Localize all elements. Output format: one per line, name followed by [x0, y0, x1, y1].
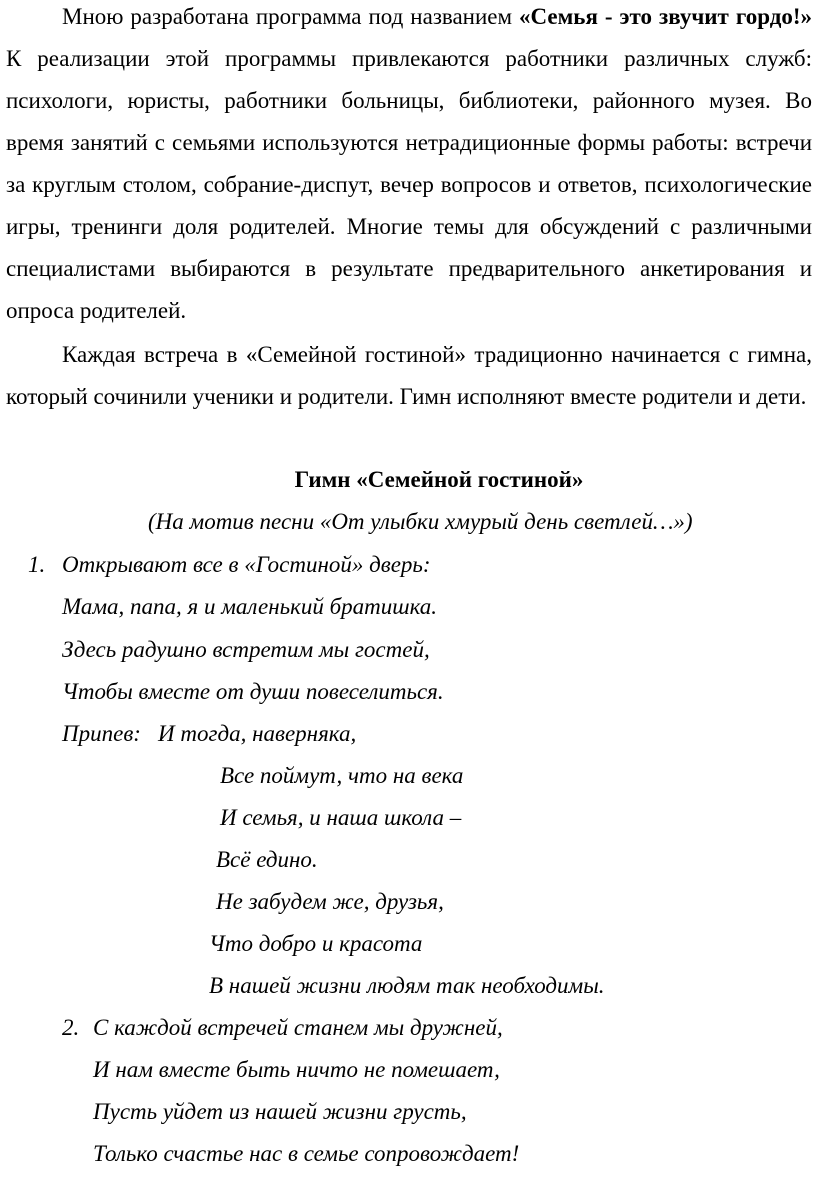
verse-2-number: 2. [62, 1015, 80, 1040]
chorus-line-2: Все поймут, что на века [220, 763, 464, 788]
hymn-title: Гимн «Семейной гостиной» [294, 467, 584, 492]
verse-2-line-2: И нам вместе быть ничто не помешает, [93, 1057, 500, 1082]
verse-2-line-4: Только счастье нас в семье сопровождает! [93, 1141, 520, 1166]
chorus-line-6: Что добро и красота [209, 931, 423, 956]
verse-2-line-1: С каждой встречей станем мы дружней, [93, 1015, 503, 1040]
chorus-line-7: В нашей жизни людям так необходимы. [209, 973, 605, 998]
verse-1-number: 1. [28, 552, 46, 577]
chorus-line-5: Не забудем же, друзья, [216, 889, 444, 914]
chorus-line-1: И тогда, наверняка, [158, 721, 357, 746]
chorus-line-4: Всё едино. [216, 847, 318, 872]
meeting-paragraph: Каждая встреча в «Семейной гостиной» традиционно начинается с гимна, который сочинили ученики и родители. Гимн исполняют вместе родители и дети. [6, 342, 812, 409]
intro-text-start: Мною разработана программа под названием [62, 4, 520, 29]
intro-text-rest: К реализации этой программы привлекаются работники различных служб: психологи, юристы, работники больницы, библиотеки, районного музея. Во время занятий с семьями используются нетрадиционные формы работы: встречи за круглым столом, собрание-диспут, вечер вопросов и ответов, психологические игры, тренинги доля родителей. Многие темы для обсуждений с различными специалистами выбираются в результате предварительного анкетирования и опроса родителей. [6, 46, 812, 323]
verse-1-line-1: Открывают все в «Гостиной» дверь: [62, 552, 431, 577]
verse-1-line-4: Чтобы вместе от души повеселиться. [62, 679, 444, 704]
verse-1-line-2: Мама, папа, я и маленький братишка. [62, 594, 438, 619]
verse-1-line-3: Здесь радушно встретим мы гостей, [62, 637, 430, 662]
verse-2-line-3: Пусть уйдет из нашей жизни грусть, [93, 1099, 467, 1124]
chorus-label: Припев: [62, 721, 141, 746]
program-name: «Семья - это звучит гордо!» [519, 4, 812, 29]
chorus-line-3: И семья, и наша школа – [220, 805, 462, 830]
hymn-subtitle: (На мотив песни «От улыбки хмурый день светлей…») [148, 509, 693, 534]
intro-paragraph [6, 0, 812, 332]
